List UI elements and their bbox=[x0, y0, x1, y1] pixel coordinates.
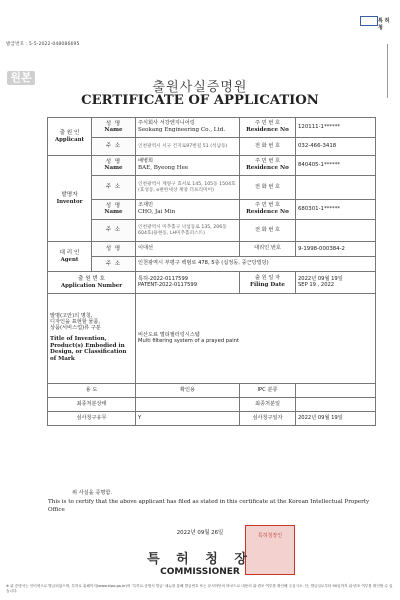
filing-date: 2022년 09월 19일 SEP 19 , 2022 bbox=[296, 272, 376, 294]
inventor2-address-label: 주 소 bbox=[92, 220, 136, 242]
agent-address-row bbox=[48, 257, 376, 272]
emblem-text: 특 허 청 bbox=[378, 18, 390, 31]
statement-english: This is to certify that the above applicant has filed as stated in this certificate at the Korean Intellectual Property Office bbox=[48, 498, 370, 514]
applicant-address-label: 주 소 bbox=[92, 138, 136, 156]
agent-reg-label: 대리인 번호 bbox=[240, 242, 296, 257]
inventor2-name-row bbox=[48, 200, 376, 220]
applicant-resident-label: 주 민 번 호 Residence No bbox=[240, 118, 296, 138]
application-number: 특허-2022-0117599 PATENT-2022-0117599 bbox=[136, 272, 240, 294]
inventor1-phone bbox=[296, 176, 376, 200]
exam-date-value: 2022년 09월 19일 bbox=[296, 412, 376, 426]
inventor1-address-label: 주 소 bbox=[92, 176, 136, 200]
filing-date-label: 출 원 일 자 Filing Date bbox=[240, 272, 296, 294]
inventor2-phone-label: 전 화 번 호 bbox=[240, 220, 296, 242]
invention-title-label: 발명(고안)의 명칭, 디자인을 표현할 물품, 상품(서비스업)류 구분 Title of Invention, Product(s) Embodied in Design, or Classification of Mark bbox=[48, 294, 136, 384]
inventor1-resident-no: 840405-1****** bbox=[296, 156, 376, 176]
issue-number: 발급번호 : 5-5-2022-048086695 bbox=[6, 42, 80, 47]
inventor1-name-label: 성 명 Name bbox=[92, 156, 136, 176]
applicant-address-row bbox=[48, 138, 376, 156]
original-stamp: 원본 bbox=[7, 71, 35, 85]
inventor2-resident-label: 주 민 번 호 Residence No bbox=[240, 200, 296, 220]
applicant-name-row bbox=[48, 118, 376, 138]
agent-name-label: 성 명 bbox=[92, 242, 136, 257]
certification-statement bbox=[48, 490, 378, 515]
inventor1-phone-label: 전 화 번 호 bbox=[240, 176, 296, 200]
agent-address: 인천광역시 부평구 백범로 478, 5층 (십정동, 중근당빌딩) bbox=[136, 257, 376, 272]
issuer-korean: 특 허 청 장 bbox=[147, 552, 253, 567]
applicant-address: 인천광역시 서구 건지로97번길 51 (석남동) bbox=[136, 138, 240, 156]
inventor2-resident-no: 680301-1****** bbox=[296, 200, 376, 220]
inventor1-name: 배병희 BAE, Byeong Hee bbox=[136, 156, 240, 176]
final-status-row bbox=[48, 398, 376, 412]
inventor2-name: 조재민 CHO, Jai Min bbox=[136, 200, 240, 220]
title-korean: 출원사실증명원 bbox=[152, 80, 248, 95]
title-english: CERTIFICATE OF APPLICATION bbox=[81, 93, 319, 108]
exam-request-label: 심사청구유무 bbox=[48, 412, 136, 426]
inventor1-address: 인천광역시 계양구 효서로 145, 105동 1504호(효성동, e편한세상 계양 더프리미어) bbox=[136, 176, 240, 200]
exam-date-label: 심사청구일자 bbox=[240, 412, 296, 426]
final-status-label: 최종처분상태 bbox=[48, 398, 136, 412]
inventor-section: 발명자 Inventor bbox=[48, 156, 92, 242]
exam-request-value: Y bbox=[136, 412, 240, 426]
use-row bbox=[48, 384, 376, 398]
application-row bbox=[48, 272, 376, 294]
inventor1-address-row bbox=[48, 176, 376, 200]
final-disposal-label: 최종처분일 bbox=[240, 398, 296, 412]
inventor2-address-row bbox=[48, 220, 376, 242]
inventor1-resident-label: 주 민 번 호 Residence No bbox=[240, 156, 296, 176]
applicant-phone: 032-466-3418 bbox=[296, 138, 376, 156]
ipc-label: IPC 분류 bbox=[240, 384, 296, 398]
applicant-resident-no: 120111-1****** bbox=[296, 118, 376, 138]
inventor2-phone bbox=[296, 220, 376, 242]
certificate-table bbox=[47, 117, 376, 426]
exam-row bbox=[48, 412, 376, 426]
invention-title: 비산도료 멀티필터링시스템 Multi filtering system of a prayed paint bbox=[136, 294, 376, 384]
inventor2-name-label: 성 명 Name bbox=[92, 200, 136, 220]
final-status-value bbox=[136, 398, 240, 412]
invention-title-row bbox=[48, 294, 376, 384]
inventor2-address: 인천광역시 미추홀구 낙섬동로 135, 206동 604호(용현동, LH미추홀퍼스트) bbox=[136, 220, 240, 242]
inventor1-name-row bbox=[48, 156, 376, 176]
applicant-phone-label: 전 화 번 호 bbox=[240, 138, 296, 156]
ipc-value bbox=[296, 384, 376, 398]
applicant-section: 출 원 인 Applicant bbox=[48, 118, 92, 156]
final-disposal-value bbox=[296, 398, 376, 412]
emblem-icon bbox=[360, 16, 378, 26]
agent-reg-no: 9-1998-000384-2 bbox=[296, 242, 376, 257]
agent-name-row bbox=[48, 242, 376, 257]
seal-text: 특허청장인 bbox=[257, 533, 283, 539]
application-number-label: 출 원 번 호 Application Number bbox=[48, 272, 136, 294]
agent-address-label: 주 소 bbox=[92, 257, 136, 272]
issue-date: 2022년 09월 26일 bbox=[176, 530, 224, 536]
footnote: ※ 위 증명서는 인터넷으로 발급되었으며, 특허로 홈페이지(www.kipo.go.kr)의 '특허로-증명서 발급' 메뉴를 통해 발급번호 또는 문서하단의 바코드로 내용의 위·변조 여부를 확인해 주십시오. 단, 발급일로부터 90일까지 위·변조 여부를 확인할 수 있습니다. bbox=[6, 584, 393, 594]
kipo-emblem bbox=[358, 16, 392, 44]
issuer-english: COMMISSIONER bbox=[160, 567, 240, 577]
agent-section: 대 리 인 Agent bbox=[48, 242, 92, 272]
applicant-name: 주식회사 서강엔지니어링 Seokang Engineering Co., Ltd. bbox=[136, 118, 240, 138]
statement-korean: 위 사실을 증명함. bbox=[72, 490, 113, 496]
use-value: 확인용 bbox=[136, 384, 240, 398]
use-label: 용 도 bbox=[48, 384, 136, 398]
applicant-name-label: 성 명 Name bbox=[92, 118, 136, 138]
agent-name: 이대선 bbox=[136, 242, 240, 257]
